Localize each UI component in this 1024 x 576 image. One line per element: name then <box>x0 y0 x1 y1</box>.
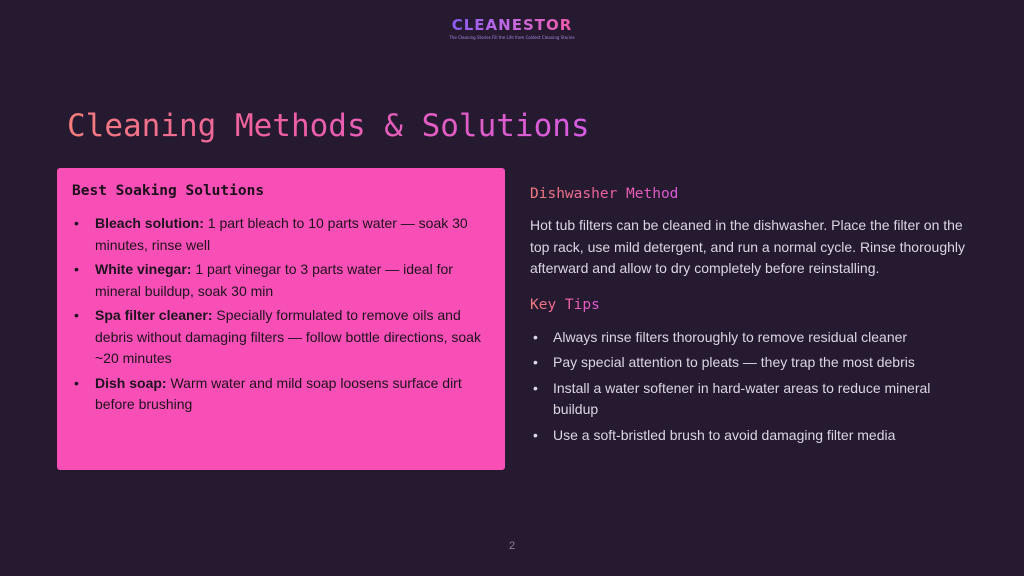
item-term: Spa filter cleaner: <box>95 307 213 323</box>
list-item <box>72 305 489 370</box>
brand-logo <box>0 15 1024 40</box>
list-item: • Use a soft-bristled brush to avoid damaging filter media <box>530 425 970 447</box>
dishwasher-paragraph: Hot tub filters can be cleaned in the dishwasher. Place the filter on the top rack, use mild detergent, and run a normal cycle. Rinse thoroughly afterward and allow to dry completely before reinstalling. <box>530 217 966 276</box>
logo-tagline: The Cleaning Stories Fill the Life from Coldest Cleaning Stories <box>449 35 575 40</box>
logo-wordmark: CLEANESTOR <box>451 16 573 34</box>
item-term: White vinegar: <box>95 261 192 277</box>
list-item: • Install a water softener in hard-water areas to reduce mineral buildup <box>530 378 970 421</box>
item-term: Bleach solution: <box>95 215 204 231</box>
list-item: • Pay special attention to pleats — they trap the most debris <box>530 352 970 374</box>
item-term: Dish soap: <box>95 374 167 391</box>
dishwasher-heading: Dishwasher Method <box>530 186 679 202</box>
key-tips-heading: Key Tips <box>530 296 600 313</box>
page-number: 2 <box>508 540 516 552</box>
item-text: Specially formulated to remove oils and debris without damaging filters — follow bottle directions, soak ~20 minutes <box>95 307 481 366</box>
list-item: • Always rinse filters thoroughly to remove residual cleaner <box>530 327 970 349</box>
item-text: 1 part vinegar to 3 parts water — ideal for mineral buildup, soak 30 min <box>95 261 453 299</box>
list-item <box>72 259 489 302</box>
list-item <box>72 373 489 416</box>
soaking-heading: Best Soaking Solutions <box>72 183 265 199</box>
soaking-solutions-card <box>57 168 505 470</box>
soaking-list <box>72 213 489 416</box>
item-text: 1 part bleach to 10 parts water — soak 30 minutes, rinse well <box>95 215 468 253</box>
right-column <box>530 183 970 450</box>
slide-title: Cleaning Methods & Solutions <box>67 108 590 144</box>
item-text: Warm water and mild soap loosens surface dirt before brushing <box>95 374 462 412</box>
list-item <box>72 213 489 256</box>
key-tips-list <box>530 327 970 447</box>
